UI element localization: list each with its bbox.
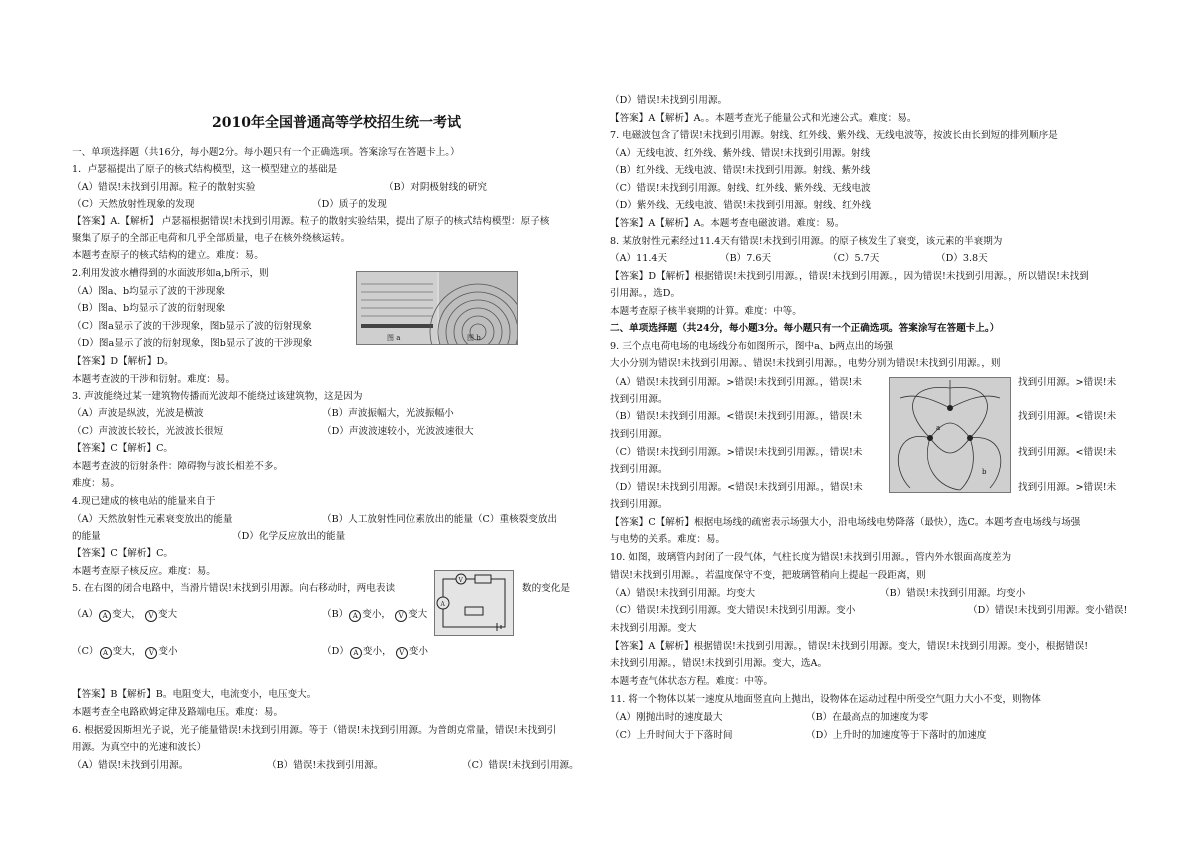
right-text-line: （C）错误!未找到引用源。>错误!未找到引用源。，错误!未 — [610, 447, 863, 458]
circuit-voltmeter-label: V — [458, 577, 463, 584]
left-text-line: 本题考查原子核反应。难度：易。 — [72, 566, 216, 577]
left-text-line: 用源。为真空中的光速和波长） — [72, 742, 207, 753]
left-text-line: （D）质子的发现 — [312, 199, 387, 210]
circuit-figure — [434, 570, 514, 636]
left-text-line: 【答案】A.【解析】 卢瑟福根据错误!未找到引用源。粒子的散射实验结果，提出了原子的核式结构模型：原子核 — [72, 216, 550, 227]
voltmeter-symbol-icon: V — [145, 610, 157, 622]
left-text-line: 【答案】D【解析】D。 — [72, 356, 174, 367]
right-text-line: （C）错误!未找到引用源。射线、红外线、紫外线、无线电波 — [610, 183, 871, 194]
left-text-line: 4.现已建成的核电站的能量来自于 — [72, 496, 216, 507]
left-text-line: （C）图a显示了波的干涉现象，图b显示了波的衍射现象 — [72, 321, 312, 332]
left-text-line: （A）天然放射性元素衰变放出的能量 — [72, 514, 233, 525]
left-text-line: 本题考查波的衍射条件：障碍物与波长相差不多。 — [72, 461, 284, 472]
q5-option-text: 变大 — [408, 609, 428, 620]
right-text-line: 二、单项选择题（共24分，每小题3分。每小题只有一个正确选项。答案涂写在答题卡上。） — [610, 323, 1000, 334]
left-text-line: （C）天然放射性现象的发现 — [72, 199, 195, 210]
left-text-line: 的能量 — [72, 531, 101, 542]
right-text-line: 【答案】D【解析】根据错误!未找到引用源。，错误!未找到引用源。，因为错误!未找到引用源。，所以错误!未找到 — [610, 271, 1089, 282]
wave-label-a: 图 a — [387, 334, 401, 342]
left-text-line: （B）对阴极射线的研究 — [384, 182, 487, 193]
field-lines-figure — [889, 377, 1011, 493]
left-text-line: 6. 根据爱因斯坦光子说，光子能量错误!未找到引用源。等于（错误!未找到引用源。为普朗克常量，错误!未找到引 — [72, 725, 557, 736]
right-text-line: （A）11.4天 — [610, 253, 668, 264]
q5-option-label: （D） — [322, 646, 349, 657]
right-text-line: 10. 如图，玻璃管内封闭了一段气体，气柱长度为错误!未找到引用源。，管内外水银面高度差为 — [610, 552, 1012, 563]
right-text-line: （A）错误!未找到引用源。均变大 — [610, 588, 756, 599]
q5-option-label: （C） — [72, 646, 99, 657]
right-text-line: （C）上升时间大于下落时间 — [610, 730, 733, 741]
ammeter-symbol-icon: A — [100, 647, 112, 659]
right-text-line: 【答案】A【解析】A。本题考查电磁波谱。难度：易。 — [610, 218, 845, 229]
q5-option — [72, 608, 177, 622]
left-text-line: 一、单项选择题（共16分，每小题2分。每小题只有一个正确选项。答案涂写在答题卡上。） — [72, 147, 460, 158]
left-text-line: （A）错误!未找到引用源。 — [72, 760, 189, 771]
q5-option-text: 变小 — [158, 646, 178, 657]
right-text-line: （D）上升时的加速度等于下落时的加速度 — [806, 730, 987, 741]
q5-option-text: 变小， — [362, 609, 392, 620]
left-text-line: 本题考查全电路欧姆定律及路端电压。难度：易。 — [72, 707, 284, 718]
q5-option-label: （A） — [72, 609, 99, 620]
left-text-line: 2.利用发波水槽得到的水面波形如a,b所示，则 — [72, 268, 269, 279]
left-text-line: 本题考查原子的核式结构的建立。难度：易。 — [72, 250, 264, 261]
right-text-line: 11. 将一个物体以某一速度从地面竖直向上抛出，设物体在运动过程中所受空气阻力大小不变，则物体 — [610, 694, 1041, 705]
q5-option — [322, 608, 427, 622]
right-text-line: （B）红外线、无线电波、错误!未找到引用源。射线、紫外线 — [610, 165, 871, 176]
left-text-line: （C）声波波长较长，光波波长很短 — [72, 426, 224, 437]
right-text-line: （D）3.8天 — [936, 253, 988, 264]
left-text-line: 【答案】B【解析】B。电阻变大，电流变小，电压变大。 — [72, 689, 317, 700]
wave-figure — [356, 271, 518, 345]
ammeter-symbol-icon: A — [99, 610, 111, 622]
right-text-line: 未找到引用源。，错误!未找到引用源。变大，选A。 — [610, 658, 828, 669]
left-text-line: （B）声波振幅大，光波振幅小 — [322, 408, 454, 419]
voltmeter-symbol-icon: V — [396, 647, 408, 659]
left-text-line: 本题考查波的干涉和衍射。难度：易。 — [72, 374, 236, 385]
right-text-line: 找到引用源。 — [610, 394, 668, 405]
right-text-line: （C）5.7天 — [828, 253, 880, 264]
left-text-line: （B）错误!未找到引用源。 — [267, 760, 384, 771]
field-point-b: b — [982, 468, 987, 476]
circuit-ammeter-label: A — [440, 601, 445, 608]
left-text-line: （A）错误!未找到引用源。粒子的散射实验 — [72, 182, 256, 193]
left-text-line: 【答案】C【解析】C。 — [72, 443, 174, 454]
right-text-line: （B）在最高点的加速度为零 — [806, 712, 929, 723]
wave-label-b: 图 b — [467, 334, 481, 342]
voltmeter-symbol-icon: V — [395, 610, 407, 622]
left-text-line: 聚集了原子的全部正电荷和几乎全部质量，电子在核外绕核运转。 — [72, 233, 351, 244]
right-text-line: （A）无线电波、红外线、紫外线、错误!未找到引用源。射线 — [610, 148, 871, 159]
right-text-line: 找到引用源。<错误!未 — [1018, 447, 1117, 458]
left-text-line: （D）图a显示了波的衍射现象，图b显示了波的干涉现象 — [72, 338, 313, 349]
right-text-line: （D）错误!未找到引用源。 — [610, 95, 728, 106]
q5-option-text: 变大 — [157, 609, 178, 620]
right-text-line: 【答案】A【解析】A。。本题考查光子能量公式和光速公式。难度：易。 — [610, 113, 917, 124]
right-text-line: 未找到引用源。变大 — [610, 623, 697, 634]
right-text-line: （B）错误!未找到引用源。均变小 — [880, 588, 1026, 599]
right-text-line: （D）紫外线、无线电波、错误!未找到引用源。射线、红外线 — [610, 200, 871, 211]
left-text-line: （B）图a、b均显示了波的衍射现象 — [72, 303, 226, 314]
left-text-line: （A）图a、b均显示了波的干涉现象 — [72, 286, 226, 297]
right-text-line: （B）7.6天 — [720, 253, 772, 264]
right-text-line: 引用源。，选D。 — [610, 288, 681, 299]
right-text-line: （A）错误!未找到引用源。>错误!未找到引用源。，错误!未 — [610, 377, 862, 388]
right-text-line: 【答案】C【解析】根据电场线的疏密表示场强大小，沿电场线电势降落（最快），选C。本题考查电场线与场强 — [610, 517, 1081, 528]
q5-option-text: 变小 — [408, 646, 428, 657]
right-text-line: 9. 三个点电荷电场的电场线分布如图所示，图中a、b两点出的场强 — [610, 341, 894, 352]
q5-option-text: 变小， — [362, 646, 392, 657]
right-text-line: 找到引用源。>错误!未 — [1018, 377, 1117, 388]
right-text-line: （A）刚抛出时的速度最大 — [610, 712, 723, 723]
left-text-line: （B）人工放射性同位素放出的能量（C）重核裂变放出 — [322, 514, 558, 525]
left-text-line: 3. 声波能绕过某一建筑物传播而光波却不能绕过该建筑物，这是因为 — [72, 391, 363, 402]
right-text-line: （B）错误!未找到引用源。<错误!未找到引用源。，错误!未 — [610, 411, 863, 422]
right-text-line: （D）错误!未找到引用源。变小错误! — [968, 605, 1128, 616]
left-text-line: 【答案】C【解析】C。 — [72, 548, 174, 559]
right-text-line: 【答案】A【解析】根据错误!未找到引用源。，错误!未找到引用源。变大，错误!未找到引用源。变小，根据错误! — [610, 641, 1089, 652]
left-text-line: 1．卢瑟福提出了原子的核式结构模型，这一模型建立的基础是 — [72, 164, 338, 175]
field-point-a: a — [936, 424, 941, 432]
right-text-line: 本题考查气体状态方程。难度：中等。 — [610, 676, 774, 687]
right-text-line: （C）错误!未找到引用源。变大错误!未找到引用源。变小 — [610, 605, 856, 616]
left-text-line: （C）错误!未找到引用源。 — [462, 760, 579, 771]
right-text-line: 错误!未找到引用源。，若温度保守不变，把玻璃管稍向上提起一段距离，则 — [610, 570, 926, 581]
left-text-line: 数的变化是 — [522, 583, 570, 594]
right-text-line: 7. 电磁波包含了错误!未找到引用源。射线、红外线、紫外线、无线电波等，按波长由长到短的排列顺序是 — [610, 130, 1058, 141]
left-text-line: 5. 在右图的闭合电路中，当滑片错误!未找到引用源。向右移动时，两电表读 — [72, 583, 396, 594]
right-text-line: 大小分别为错误!未找到引用源。、错误!未找到引用源。，电势分别为错误!未找到引用源。，则 — [610, 358, 1001, 369]
ammeter-symbol-icon: A — [350, 647, 362, 659]
right-text-line: 找到引用源。 — [610, 464, 668, 475]
left-text-line: （D）化学反应放出的能量 — [232, 531, 346, 542]
voltmeter-symbol-icon: V — [145, 647, 157, 659]
right-text-line: 找到引用源。>错误!未 — [1018, 482, 1117, 493]
right-text-line: 本题考查原子核半衰期的计算。难度：中等。 — [610, 306, 802, 317]
right-text-line: 8. 某放射性元素经过11.4天有错误!未找到引用源。的原子核发生了衰变，该元素的半衰期为 — [610, 236, 1003, 247]
right-text-line: 找到引用源。 — [610, 429, 668, 440]
q5-option-label: （B） — [322, 609, 349, 620]
q5-option-text: 变大， — [112, 609, 141, 620]
left-text-line: （D）声波波速较小，光波波速很大 — [322, 426, 474, 437]
left-text-line: （A）声波是纵波，光波是横波 — [72, 408, 204, 419]
ammeter-symbol-icon: A — [349, 610, 361, 622]
right-text-line: 与电势的关系。难度：易。 — [610, 534, 726, 545]
right-text-line: 找到引用源。 — [610, 499, 668, 510]
q5-option-text: 变大， — [112, 646, 142, 657]
right-text-line: 找到引用源。<错误!未 — [1018, 411, 1117, 422]
q5-option — [322, 645, 428, 659]
left-text-line: 难度：易。 — [72, 478, 120, 489]
q5-option — [72, 645, 178, 659]
page-title: 2010年全国普通高等学校招生统一考试 — [212, 115, 461, 131]
right-text-line: （D）错误!未找到引用源。<错误!未找到引用源。，错误!未 — [610, 482, 863, 493]
